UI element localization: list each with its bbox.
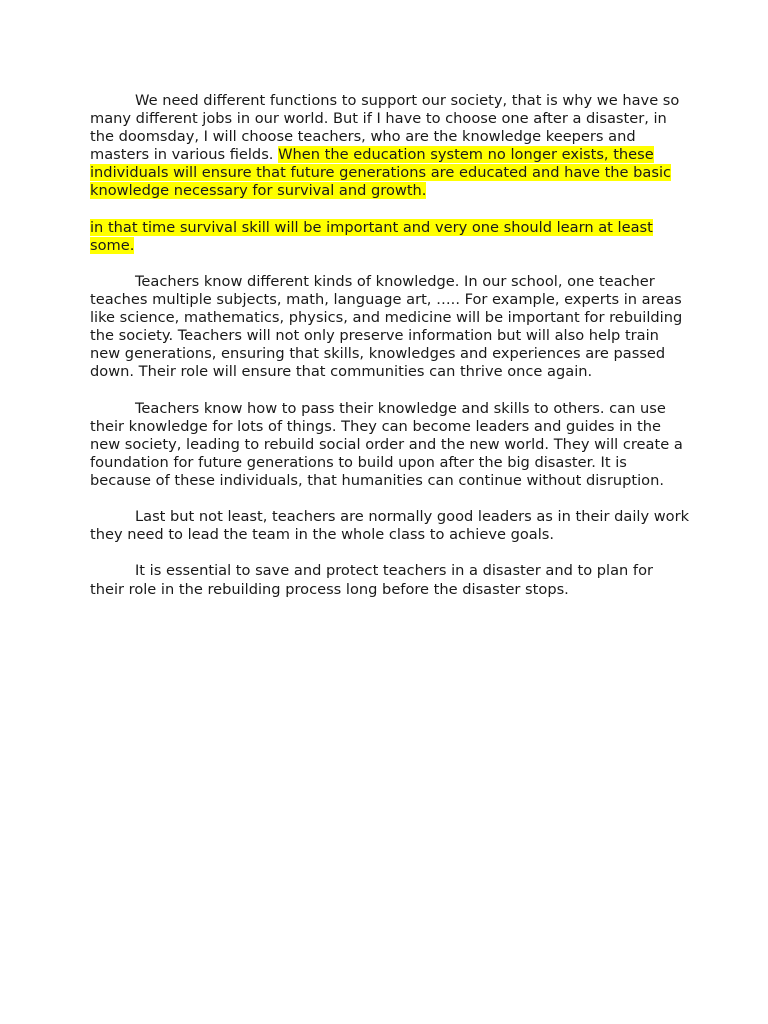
document-page: [90, 92, 690, 617]
paragraph-text: Last but not least, teachers are normally good leaders as in their daily work they need to lead the team in the whole class to achieve goals.: [90, 508, 690, 544]
paragraph-text: It is essential to save and protect teachers in a disaster and to plan for their role in the rebuilding process long before the disaster stops.: [90, 562, 653, 598]
paragraph-text: Teachers know different kinds of knowledge. In our school, one teacher teaches multiple subjects, math, language art, ….. For example, experts in areas like science, mathematics, physics, and medicine will be important for rebuilding the society. Teachers will not only preserve information but will also help train new generations, ensuring that skills, knowledges and experiences are passed down. Their role will ensure that communities can thrive once again.: [90, 272, 683, 381]
paragraph-survival-note: [90, 219, 690, 255]
highlighted-text: in that time survival skill will be important and very one should learn at least some.: [90, 218, 653, 254]
paragraph-text: We need different functions to support our society, that is why we have so many different jobs in our world. But if I have to choose one after a disaster, in the doomsday, I will choose teachers, who are the knowledge keepers and masters in various fields.: [90, 92, 680, 164]
paragraph-intro: [90, 92, 690, 201]
paragraph-text: Teachers know how to pass their knowledge and skills to others. can use their knowledge for lots of things. They can become leaders and guides in the new society, leading to rebuild social order and the new world. They will create a foundation for future generations to build upon after the big disaster. It is because of these individuals, that humanities can continue without disruption.: [90, 399, 683, 489]
paragraph-knowledge: [90, 273, 690, 382]
highlighted-text: When the education system no longer exists, these individuals will ensure that future generations are educated and have the basic knowledge necessary for survival and growth.: [90, 146, 672, 200]
paragraph-teaching: [90, 400, 690, 490]
paragraph-leadership: [90, 508, 690, 544]
paragraph-conclusion: [90, 562, 690, 598]
